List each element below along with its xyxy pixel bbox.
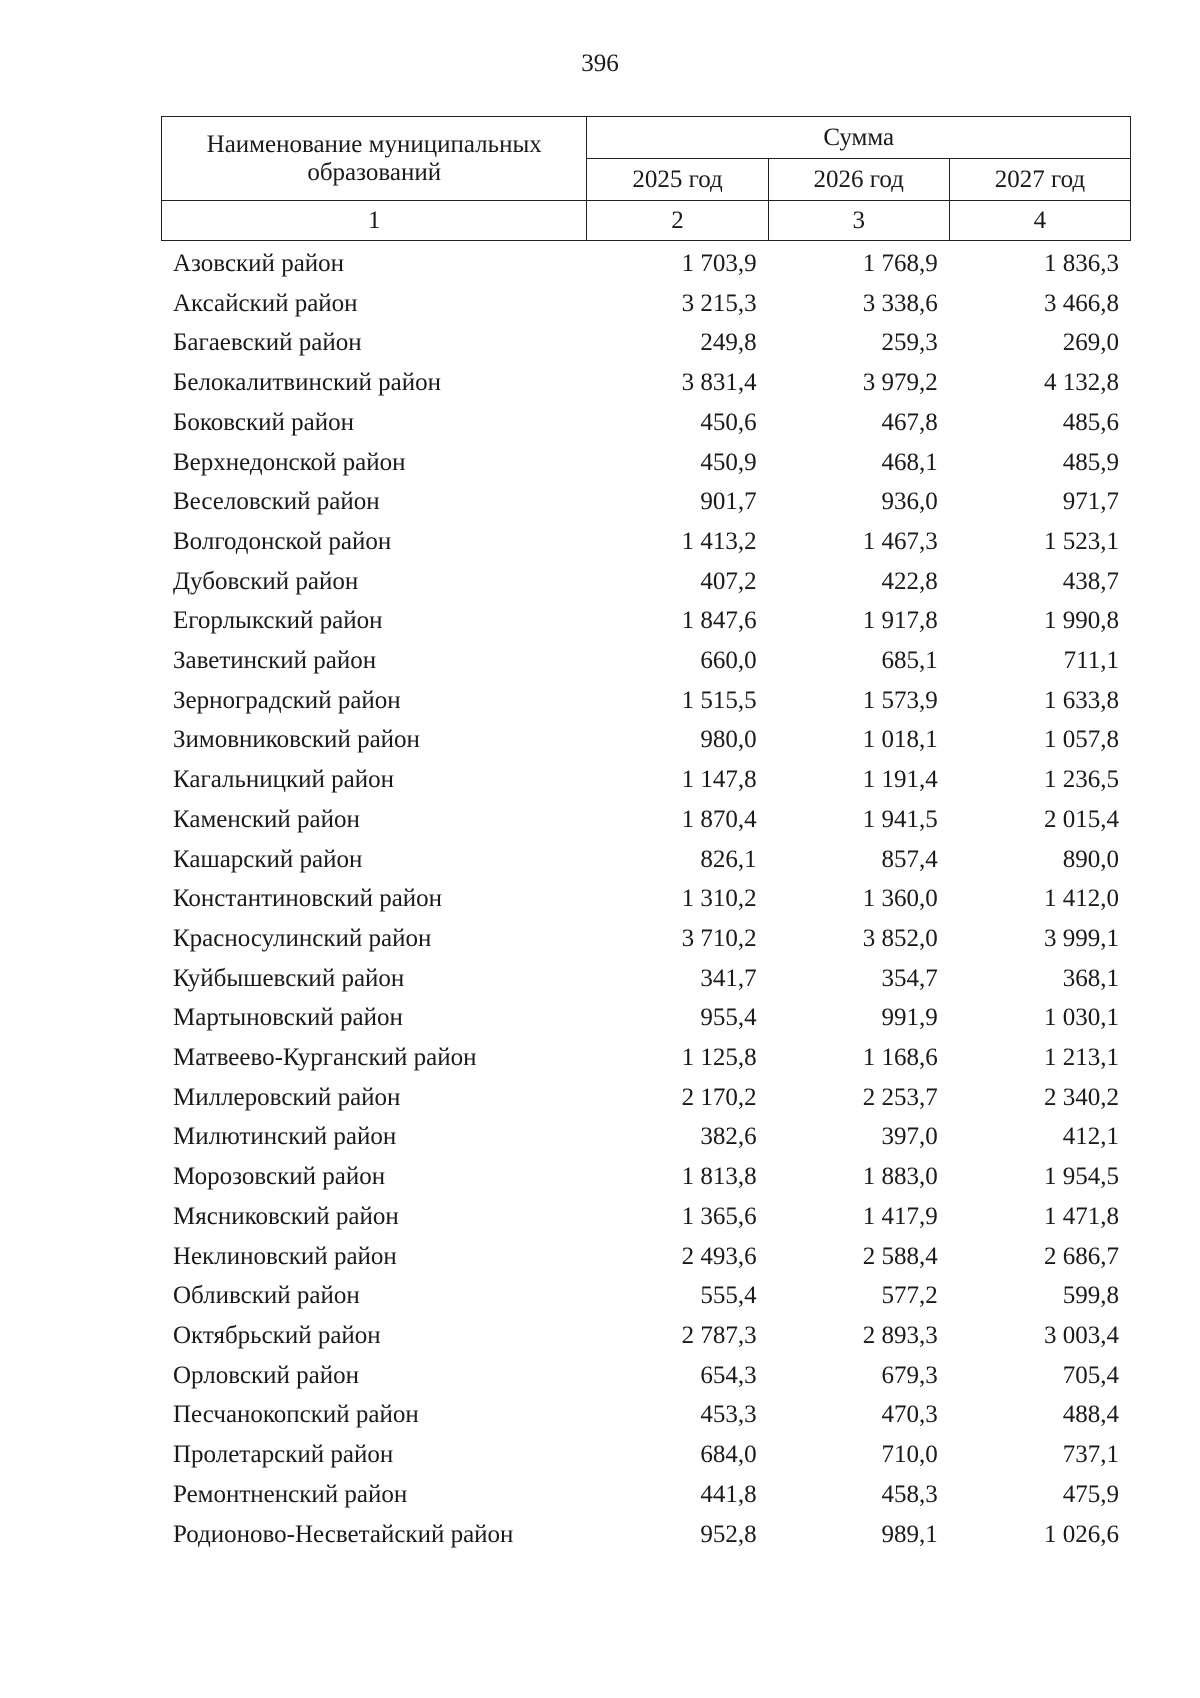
value-2027: 269,0 bbox=[1062, 329, 1119, 357]
value-2025: 450,6 bbox=[700, 408, 757, 436]
table-row bbox=[161, 840, 1131, 880]
table-row bbox=[161, 1395, 1131, 1435]
municipality-name: Боковский район bbox=[173, 408, 354, 436]
value-2025: 952,8 bbox=[700, 1520, 757, 1548]
value-2025: 980,0 bbox=[700, 726, 757, 754]
value-2027: 4 132,8 bbox=[1044, 369, 1119, 397]
municipality-name: Верхнедонской район bbox=[173, 448, 406, 476]
value-2027: 1 057,8 bbox=[1044, 726, 1119, 754]
value-2025: 2 170,2 bbox=[681, 1083, 757, 1111]
table-row bbox=[161, 1435, 1131, 1475]
value-2027: 1 026,6 bbox=[1044, 1520, 1119, 1548]
value-2027: 3 999,1 bbox=[1044, 924, 1119, 952]
municipality-name: Мартыновский район bbox=[173, 1004, 403, 1032]
value-2026: 354,7 bbox=[881, 964, 938, 992]
municipality-name: Милютинский район bbox=[173, 1123, 397, 1151]
value-2025: 453,3 bbox=[700, 1401, 757, 1429]
municipality-name: Константиновский район bbox=[173, 885, 443, 913]
value-2027: 368,1 bbox=[1062, 964, 1119, 992]
value-2027: 599,8 bbox=[1062, 1282, 1119, 1310]
table-row bbox=[161, 800, 1131, 840]
column-number-4: 4 bbox=[949, 201, 1130, 241]
value-2025: 3 710,2 bbox=[681, 924, 757, 952]
value-2027: 1 030,1 bbox=[1044, 1004, 1119, 1032]
municipality-name: Багаевский район bbox=[173, 329, 362, 357]
municipality-name: Пролетарский район bbox=[173, 1441, 394, 1469]
table-row bbox=[161, 1078, 1131, 1118]
value-2027: 737,1 bbox=[1062, 1441, 1119, 1469]
value-2025: 1 413,2 bbox=[681, 527, 757, 555]
table-row bbox=[161, 959, 1131, 999]
municipality-name: Азовский район bbox=[173, 250, 345, 277]
table-row bbox=[161, 244, 1131, 284]
value-2026: 3 979,2 bbox=[862, 369, 938, 397]
table-row bbox=[161, 1157, 1131, 1197]
column-number-2: 2 bbox=[587, 201, 768, 241]
municipality-name: Аксайский район bbox=[173, 289, 358, 317]
value-2027: 412,1 bbox=[1062, 1123, 1119, 1151]
value-2025: 3 215,3 bbox=[681, 289, 757, 317]
value-2026: 1 883,0 bbox=[862, 1163, 938, 1191]
municipality-name: Каменский район bbox=[173, 805, 360, 833]
value-2025: 1 147,8 bbox=[681, 766, 757, 794]
table-row bbox=[161, 1276, 1131, 1316]
municipality-name: Песчанокопский район bbox=[173, 1401, 419, 1429]
value-2026: 2 893,3 bbox=[862, 1321, 938, 1349]
municipality-name: Миллеровский район bbox=[173, 1083, 401, 1111]
value-2027: 2 015,4 bbox=[1044, 805, 1119, 833]
table-row bbox=[161, 482, 1131, 522]
value-2025: 3 831,4 bbox=[681, 369, 757, 397]
table-row bbox=[161, 998, 1131, 1038]
value-2026: 1 018,1 bbox=[862, 726, 938, 754]
value-2026: 468,1 bbox=[881, 448, 938, 476]
value-2025: 660,0 bbox=[700, 647, 757, 675]
value-2025: 1 515,5 bbox=[681, 686, 757, 714]
municipality-name: Красносулинский район bbox=[173, 924, 432, 952]
municipality-name: Дубовский район bbox=[173, 567, 359, 595]
municipality-name: Обливский район bbox=[173, 1282, 360, 1310]
municipality-name: Заветинский район bbox=[173, 647, 377, 675]
table-row bbox=[161, 1515, 1131, 1555]
value-2026: 989,1 bbox=[881, 1520, 938, 1548]
value-2026: 3 852,0 bbox=[862, 924, 938, 952]
value-2026: 1 360,0 bbox=[862, 885, 938, 913]
value-2025: 1 310,2 bbox=[681, 885, 757, 913]
value-2025: 684,0 bbox=[700, 1441, 757, 1469]
value-2027: 2 686,7 bbox=[1044, 1242, 1119, 1270]
value-2025: 955,4 bbox=[700, 1004, 757, 1032]
value-2027: 705,4 bbox=[1062, 1361, 1119, 1389]
value-2025: 2 493,6 bbox=[681, 1242, 757, 1270]
value-2025: 249,8 bbox=[700, 329, 757, 357]
value-2027: 1 954,5 bbox=[1044, 1163, 1119, 1191]
value-2027: 711,1 bbox=[1063, 647, 1119, 675]
value-2025: 654,3 bbox=[700, 1361, 757, 1389]
value-2026: 1 467,3 bbox=[862, 527, 938, 555]
value-2027: 488,4 bbox=[1062, 1401, 1119, 1429]
value-2026: 1 768,9 bbox=[862, 250, 938, 277]
municipality-name: Егорлыкский район bbox=[173, 607, 383, 635]
column-number-1: 1 bbox=[162, 201, 587, 241]
table-row bbox=[161, 1316, 1131, 1356]
value-2026: 470,3 bbox=[881, 1401, 938, 1429]
value-2026: 679,3 bbox=[881, 1361, 938, 1389]
value-2027: 971,7 bbox=[1062, 488, 1119, 516]
municipality-name: Мясниковский район bbox=[173, 1202, 399, 1230]
municipality-name: Куйбышевский район bbox=[173, 964, 405, 992]
table-row bbox=[161, 1356, 1131, 1396]
value-2026: 1 191,4 bbox=[862, 766, 938, 794]
value-2026: 458,3 bbox=[881, 1480, 938, 1508]
column-header-2027: 2027 год bbox=[949, 159, 1130, 201]
value-2025: 901,7 bbox=[700, 488, 757, 516]
value-2026: 259,3 bbox=[881, 329, 938, 357]
value-2027: 890,0 bbox=[1062, 845, 1119, 873]
table-row bbox=[161, 403, 1131, 443]
municipality-name: Родионово-Несветайский район bbox=[173, 1520, 514, 1548]
value-2026: 467,8 bbox=[881, 408, 938, 436]
municipality-name: Неклиновский район bbox=[173, 1242, 397, 1270]
value-2027: 3 003,4 bbox=[1044, 1321, 1119, 1349]
value-2025: 2 787,3 bbox=[681, 1321, 757, 1349]
value-2027: 1 213,1 bbox=[1044, 1044, 1119, 1072]
value-2025: 1 703,9 bbox=[681, 250, 757, 277]
table-row bbox=[161, 1475, 1131, 1515]
table-row bbox=[161, 1237, 1131, 1277]
municipality-name: Морозовский район bbox=[173, 1163, 386, 1191]
value-2026: 577,2 bbox=[881, 1282, 938, 1310]
table-row bbox=[161, 443, 1131, 483]
table-row bbox=[161, 363, 1131, 403]
value-2026: 685,1 bbox=[881, 647, 938, 675]
municipality-name: Белокалитвинский район bbox=[173, 369, 441, 397]
value-2027: 438,7 bbox=[1062, 567, 1119, 595]
value-2025: 341,7 bbox=[700, 964, 757, 992]
column-header-name: Наименование муниципальных образований bbox=[162, 117, 587, 201]
column-number-3: 3 bbox=[768, 201, 949, 241]
municipality-name: Ремонтненский район bbox=[173, 1480, 408, 1508]
municipality-name: Кагальницкий район bbox=[173, 766, 395, 794]
table-header bbox=[161, 116, 1131, 241]
municipality-name: Зерноградский район bbox=[173, 686, 401, 714]
value-2025: 826,1 bbox=[700, 845, 757, 873]
value-2025: 1 365,6 bbox=[681, 1202, 757, 1230]
value-2025: 441,8 bbox=[700, 1480, 757, 1508]
value-2026: 1 417,9 bbox=[862, 1202, 938, 1230]
value-2025: 1 813,8 bbox=[681, 1163, 757, 1191]
table-row bbox=[161, 1117, 1131, 1157]
value-2026: 710,0 bbox=[881, 1441, 938, 1469]
table-row bbox=[161, 720, 1131, 760]
value-2027: 1 990,8 bbox=[1044, 607, 1119, 635]
value-2027: 485,6 bbox=[1062, 408, 1119, 436]
value-2026: 2 253,7 bbox=[862, 1083, 938, 1111]
table-row bbox=[161, 284, 1131, 324]
value-2027: 1 836,3 bbox=[1044, 250, 1119, 277]
municipality-name: Зимовниковский район bbox=[173, 726, 420, 754]
value-2025: 382,6 bbox=[700, 1123, 757, 1151]
value-2027: 1 471,8 bbox=[1044, 1202, 1119, 1230]
column-header-2025: 2025 год bbox=[587, 159, 768, 201]
table-row bbox=[161, 919, 1131, 959]
value-2025: 1 870,4 bbox=[681, 805, 757, 833]
table-row bbox=[161, 522, 1131, 562]
table-row bbox=[161, 1197, 1131, 1237]
value-2026: 1 168,6 bbox=[862, 1044, 938, 1072]
value-2027: 2 340,2 bbox=[1044, 1083, 1119, 1111]
value-2026: 1 917,8 bbox=[862, 607, 938, 635]
table-row bbox=[161, 323, 1131, 363]
value-2027: 1 523,1 bbox=[1044, 527, 1119, 555]
value-2026: 397,0 bbox=[881, 1123, 938, 1151]
value-2026: 1 941,5 bbox=[862, 805, 938, 833]
table-row bbox=[161, 601, 1131, 641]
value-2025: 407,2 bbox=[700, 567, 757, 595]
table-row bbox=[161, 641, 1131, 681]
value-2025: 1 847,6 bbox=[681, 607, 757, 635]
municipality-name: Матвеево-Курганский район bbox=[173, 1044, 477, 1072]
municipality-name: Веселовский район bbox=[173, 488, 380, 516]
data-table bbox=[161, 244, 1131, 1554]
value-2026: 422,8 bbox=[881, 567, 938, 595]
value-2025: 450,9 bbox=[700, 448, 757, 476]
column-header-2026: 2026 год bbox=[768, 159, 949, 201]
value-2027: 475,9 bbox=[1062, 1480, 1119, 1508]
table-row bbox=[161, 760, 1131, 800]
table-row bbox=[161, 1038, 1131, 1078]
value-2026: 936,0 bbox=[881, 488, 938, 516]
value-2025: 555,4 bbox=[700, 1282, 757, 1310]
value-2027: 3 466,8 bbox=[1044, 289, 1119, 317]
value-2026: 2 588,4 bbox=[862, 1242, 938, 1270]
value-2027: 485,9 bbox=[1062, 448, 1119, 476]
value-2026: 1 573,9 bbox=[862, 686, 938, 714]
page-number: 396 bbox=[581, 50, 619, 77]
value-2026: 3 338,6 bbox=[862, 289, 938, 317]
table-row bbox=[161, 879, 1131, 919]
value-2025: 1 125,8 bbox=[681, 1044, 757, 1072]
municipality-name: Кашарский район bbox=[173, 845, 363, 873]
table-row bbox=[161, 562, 1131, 602]
table-row bbox=[161, 681, 1131, 721]
value-2026: 991,9 bbox=[881, 1004, 938, 1032]
value-2027: 1 633,8 bbox=[1044, 686, 1119, 714]
municipality-name: Орловский район bbox=[173, 1361, 359, 1389]
column-header-sum: Сумма bbox=[587, 117, 1131, 159]
municipality-name: Волгодонской район bbox=[173, 527, 392, 555]
value-2027: 1 236,5 bbox=[1044, 766, 1119, 794]
value-2027: 1 412,0 bbox=[1044, 885, 1119, 913]
municipality-name: Октябрьский район bbox=[173, 1321, 381, 1349]
value-2026: 857,4 bbox=[881, 845, 938, 873]
